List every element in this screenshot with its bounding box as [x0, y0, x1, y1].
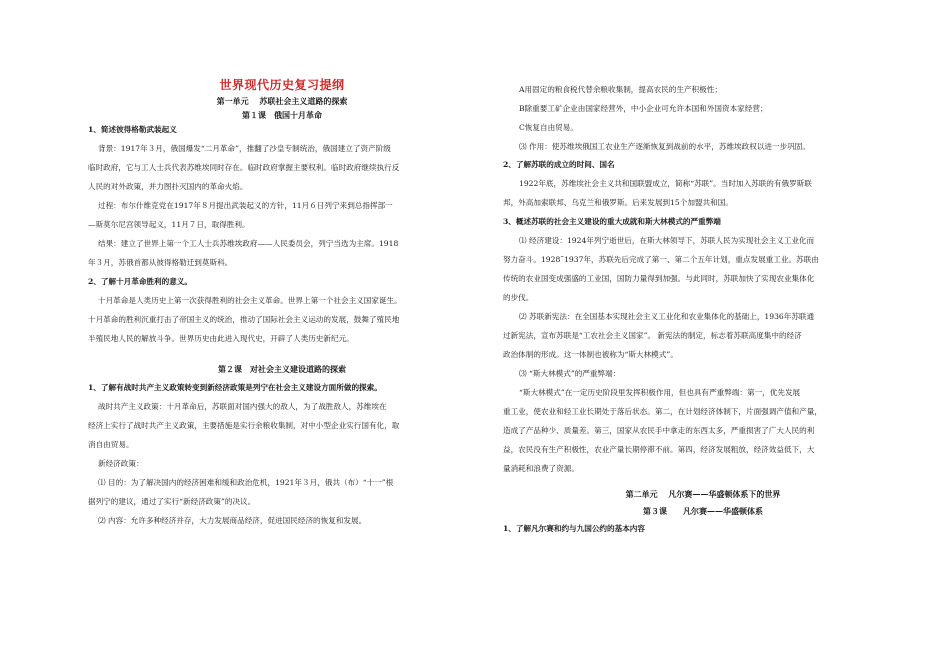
question-heading: 1、了解凡尔赛和约与九国公约的基本内容 — [503, 524, 645, 533]
lesson-heading: 第２课 对社会主义建设道路的探索 — [218, 364, 346, 374]
paragraph-line: ⑶ 作用：使苏维埃俄国工农业生产逐渐恢复到战前的水平，苏维埃政权以进一步巩固。 — [519, 142, 810, 151]
paragraph-line: 传统的农业国变成强盛的工业国，国防力量得到加强。与此同时，苏联加快了实现农业集体化 — [503, 274, 815, 283]
paragraph-line: 过新宪法，宣布苏联是“工农社会主义国家”。 新宪法的制定，标志着苏联高度集中的经济 — [503, 331, 802, 340]
paragraph-line: 益，农民没有生产积极性，农业产量长期停滞不前。第四，经济发展粗放，经济效益低下，大 — [503, 445, 815, 454]
paragraph-line: 半殖民地人民的解放斗争。世界历史由此进入现代史，开辟了人类历史新纪元。 — [88, 334, 354, 343]
unit-heading: 第一单元 苏联社会主义道路的探索 — [216, 96, 348, 106]
paragraph-line: ⑵ 苏联新宪法：在全国基本实现社会主义工业化和农业集体化的基础上，1936年苏联通 — [519, 312, 815, 321]
paragraph-line: 邦，外高加索联邦、乌克兰和俄罗斯。后来发展到15个加盟共和国。 — [503, 198, 733, 207]
paragraph-line: 努力奋斗。1928˜1937年，苏联先后完成了第一、第二个五年计划，重点发展重工业。苏联由 — [503, 255, 819, 264]
lesson-heading: 第３课 凡尔赛——华盛顿体系 — [643, 506, 763, 516]
question-heading: 3、概述苏联的社会主义建设的重大成就和斯大林模式的严重弊端 — [503, 217, 721, 226]
paragraph-line: 背景：1917年３月，俄国爆发“二月革命”，推翻了沙皇专制统治，俄国建立了资产阶级 — [98, 144, 391, 153]
paragraph-line: 经济上实行了战时共产主义政策，主要措施是实行余粮收集制，对中小型企业实行国有化，取 — [88, 421, 400, 430]
paragraph-line: 结果：建立了世界上第一个工人士兵苏维埃政府——人民委员会，列宁当选为主席。1918 — [98, 239, 399, 248]
paragraph-line: 临时政府，它与工人士兵代表苏维埃同时存在。临时政府掌握主要权利。临时政府继续执行反 — [88, 163, 400, 172]
paragraph-line: 战时共产主义政策：十月革命后，苏联面对国内强大的敌人，为了战胜敌人，苏维埃在 — [98, 402, 387, 411]
paragraph-line: C恢复自由贸易。 — [519, 123, 578, 132]
question-heading: 1、简述彼得格勒武装起义 — [88, 125, 177, 134]
paragraph-line: 量消耗和浪费了资源。 — [503, 464, 579, 473]
paragraph-line: 政治体制的形成。这一体制也被称为“斯大林模式”。 — [503, 350, 678, 359]
paragraph-line: ⑴ 经济建设：1924年列宁逝世后，在斯大林领导下，苏联人民为实现社会主义工业化而 — [519, 236, 815, 245]
paragraph-line: ⑶ “斯大林模式”的严重弊端： — [519, 369, 621, 378]
paragraph-line: 新经济政策： — [98, 459, 144, 468]
paragraph-line: —斯莫尔尼宫领导起义，11月７日，取得胜利。 — [88, 220, 250, 229]
paragraph-line: 消自由贸易。 — [88, 440, 134, 449]
paragraph-line: ⑵ 内容：允许多种经济并存，大力发展商品经济，促进国民经济的恢复和发展。 — [98, 516, 367, 525]
paragraph-line: 过程：布尔什维克党在1917年８月提出武装起义的方针，11月６日列宁来到总指挥部一 — [98, 201, 393, 210]
question-heading: 2、了解苏联的成立的时间、国名 — [503, 160, 615, 169]
paragraph-line: 十月革命是人类历史上第一次获得胜利的社会主义革命。世界上第一个社会主义国家诞生。 — [98, 296, 402, 305]
paragraph-line: A用固定的粮食税代替余粮收集制，提高农民的生产积极性； — [519, 85, 722, 94]
question-heading: 1、了解有战时共产主义政策转变到新经济政策是列宁在社会主义建设方面所做的探索。 — [88, 383, 382, 392]
document-title: 世界现代历史复习提纲 — [219, 78, 345, 92]
paragraph-line: 据列宁的建议，通过了实行“新经济政策”的决议。 — [88, 497, 256, 506]
question-heading: 2、了解十月革命胜利的意义。 — [88, 277, 193, 286]
paragraph-line: 的步伐。 — [503, 293, 534, 302]
paragraph-line: 年３月，苏俄首都从彼得格勒迁到莫斯科。 — [88, 258, 233, 267]
paragraph-line: 十月革命的胜利沉重打击了帝国主义的统治，推动了国际社会主义运动的发展，鼓舞了殖民地 — [88, 315, 400, 324]
paragraph-line: 造成了产品种少、质量差。第三，国家从农民手中拿走的东西太多，严重损害了广大人民的利 — [503, 426, 815, 435]
paragraph-line: 重工业，使农业和轻工业长期处于落后状态。第二，在计划经济体制下，片面强调产值和产量， — [503, 407, 822, 416]
paragraph-line: 人民的对外政策，并力图扑灭国内的革命火焰。 — [88, 182, 248, 191]
paragraph-line: ⑴ 目的：为了解决国内的经济困难和缓和政治危机，1921年３月，俄共（布）“十一”根 — [98, 478, 394, 487]
lesson-heading: 第１课 俄国十月革命 — [242, 110, 322, 120]
unit-heading: 第二单元 凡尔赛——华盛顿体系下的世界 — [625, 489, 781, 499]
paragraph-line: B除重要工矿企业由国家经营外，中小企业可允许本国和外国资本家经营； — [519, 104, 768, 113]
paragraph-line: 1922年底，苏维埃社会主义共和国联盟成立，简称“苏联”。当时加入苏联的有俄罗斯联 — [519, 179, 812, 188]
paragraph-line: “斯大林模式”在一定历史阶段里发挥积极作用，但也具有严重弊端：第一，优先发展 — [519, 388, 801, 397]
